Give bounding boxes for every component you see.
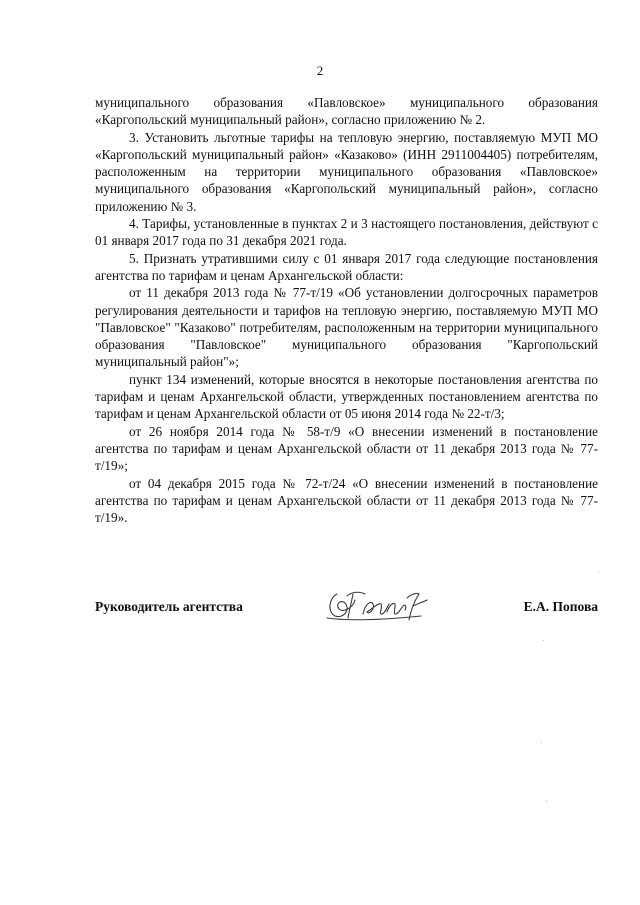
paragraph-repealed-act-1: от 11 декабря 2013 года № 77-т/19 «Об установлении долгосрочных параметров регулирования деятельности и тарифов на тепловую энергию, поставляемую МУП МО "Павловское" "Казаково" потребителям, расположенным на территории муниципального образования "Павловское" муниципального образования "Каргопольский муниципальный район"»;	[95, 285, 598, 370]
paragraph-repealed-act-2: пункт 134 изменений, которые вносятся в некоторые постановления агентства по тарифам и ценам Архангельской области, утвержденных постановлением агентства по тарифам и ценам Архангельской области от 05 июня 2014 года № 22-т/3;	[95, 371, 598, 422]
scan-speck	[541, 742, 542, 743]
paragraph-repealed-act-3: от 26 ноября 2014 года № 58-т/9 «О внесении изменений в постановление агентства по тарифам и ценам Архангельской области от 11 декабря 2013 года № 77-т/19»;	[95, 423, 598, 474]
scan-speck	[598, 571, 599, 572]
signatory-name: Е.А. Попова	[523, 599, 598, 614]
document-body	[95, 94, 598, 526]
paragraph-item-5: 5. Признать утратившими силу с 01 января 2017 года следующие постановления агентства по тарифам и ценам Архангельской области:	[95, 250, 598, 283]
paragraph-item-4: 4. Тарифы, установленные в пунктах 2 и 3 настоящего постановления, действуют с 01 января 2017 года по 31 декабря 2021 года.	[95, 216, 598, 249]
page-number: 2	[316, 63, 324, 78]
handwritten-signature	[323, 588, 433, 624]
signature-block	[95, 588, 598, 628]
paragraph-item-3: 3. Установить льготные тарифы на тепловую энергию, поставляемую МУП МО «Каргопольский муниципальный район» «Казаково» (ИНН 2911004405) потребителям, расположенным на территории муниципального образования «Павловское» муниципального образования «Каргопольский муниципальный район», согласно приложению № 3.	[95, 129, 598, 214]
signatory-title: Руководитель агентства	[95, 599, 243, 614]
scan-speck	[546, 800, 547, 801]
paragraph-repealed-act-4: от 04 декабря 2015 года № 72-т/24 «О внесении изменений в постановление агентства по тарифам и ценам Архангельской области от 11 декабря 2013 года № 77-т/19».	[95, 475, 598, 526]
scan-speck	[543, 640, 544, 641]
paragraph-continuation: муниципального образования «Павловское» муниципального образования «Каргопольский муниципальный район», согласно приложению № 2.	[95, 95, 598, 128]
